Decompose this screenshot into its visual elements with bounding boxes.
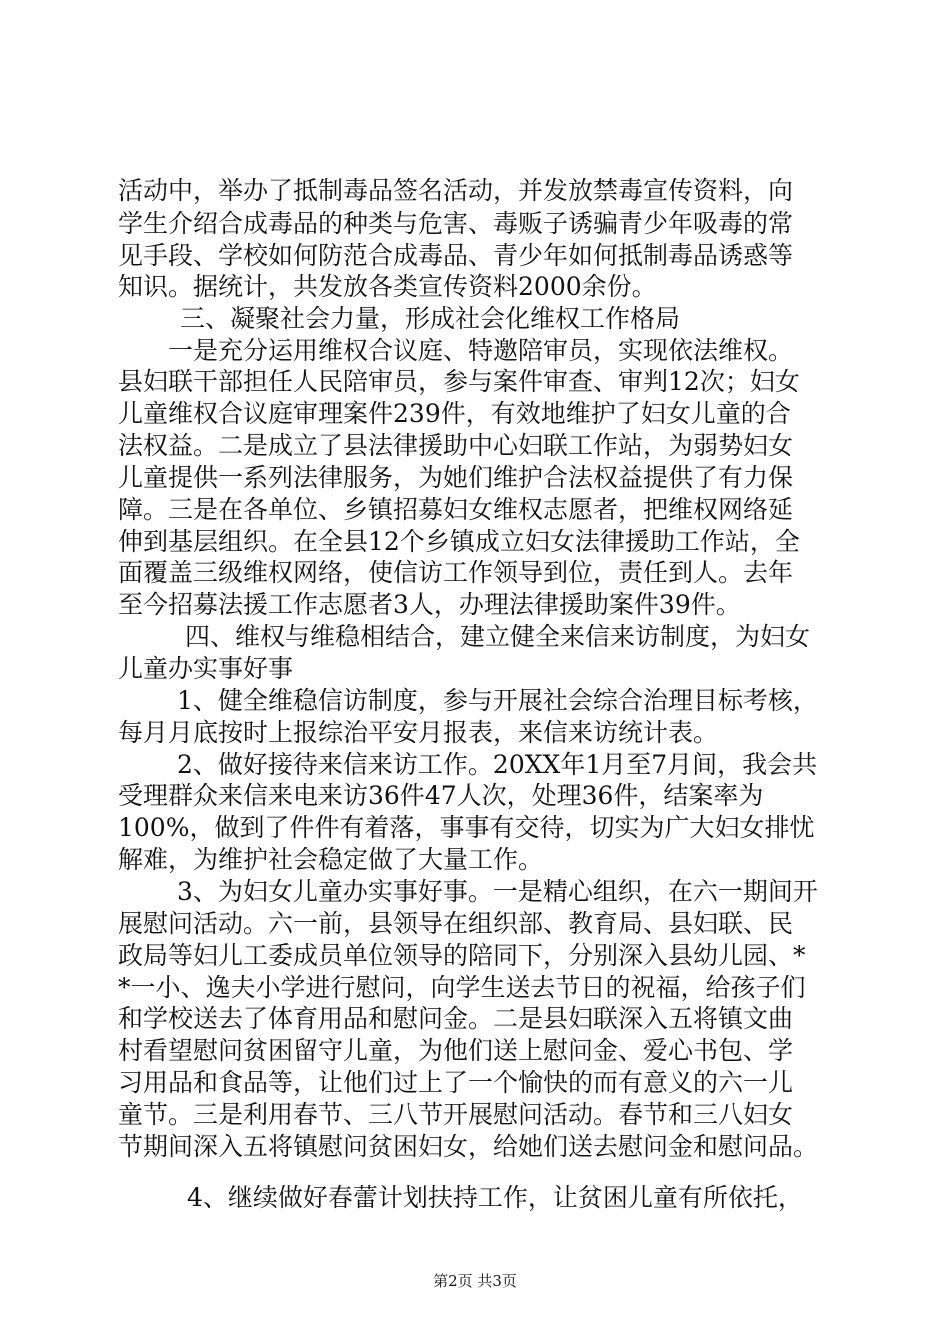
- body-line: 见手段、学校如何防范合成毒品、青少年如何抵制毒品诱惑等: [118, 241, 794, 270]
- body-line: 至今招募法援工作志愿者3人，办理法律援助案件39件。: [118, 590, 741, 619]
- body-line: 1、健全维稳信访制度，参与开展社会综合治理目标考核，: [177, 686, 818, 715]
- body-line: *一小、逸夫小学进行慰问，向学生送去节日的祝福，给孩子们: [118, 973, 806, 1002]
- body-line: 儿童维权合议庭审理案件239件，有效地维护了妇女儿童的合: [118, 399, 791, 428]
- body-line: 伸到基层组织。在全县12个乡镇成立妇女法律援助工作站，全: [118, 527, 800, 556]
- body-line: 童节。三是利用春节、三八节开展慰问活动。春节和三八妇女: [118, 1100, 794, 1129]
- body-line: 政局等妇儿工委成员单位领导的陪同下，分别深入县幼儿园、*: [118, 941, 806, 970]
- body-line: 习用品和食品等，让他们过上了一个愉快的而有意义的六一儿: [118, 1068, 794, 1097]
- body-line: 解难，为维护社会稳定做了大量工作。: [118, 845, 544, 874]
- body-line: 节期间深入五将镇慰问贫困妇女，给她们送去慰问金和慰问品。: [118, 1132, 819, 1161]
- section-heading: 儿童办实事好事: [118, 654, 294, 683]
- body-line: 每月月底按时上报综治平安月报表，来信来访统计表。: [118, 718, 719, 747]
- section-heading: 四、维权与维稳相结合，建立健全来信来访制度，为妇女: [185, 622, 811, 651]
- body-line: 4、继续做好春蕾计划扶持工作，让贫困儿童有所依托，: [187, 1183, 803, 1212]
- body-line: 学生介绍合成毒品的种类与危害、毒贩子诱骗青少年吸毒的常: [118, 209, 794, 238]
- body-line: 儿童提供一系列法律服务，为她们维护合法权益提供了有力保: [118, 463, 794, 492]
- body-line: 和学校送去了体育用品和慰问金。二是县妇联深入五将镇文曲: [118, 1004, 794, 1033]
- body-line: 受理群众来信来电来访36件47人次，处理36件，结案率为: [118, 781, 764, 810]
- body-line: 100%，做到了件件有着落，事事有交待，切实为广大妇女排忧: [118, 813, 815, 842]
- body-line: 活动中，举办了抵制毒品签名活动，并发放禁毒宣传资料，向: [118, 176, 794, 205]
- body-line: 县妇联干部担任人民陪审员，参与案件审查、审判12次；妇女: [118, 367, 800, 396]
- body-line: 障。三是在各单位、乡镇招募妇女维权志愿者，把维权网络延: [118, 495, 794, 524]
- page-number-footer: 第2页 共3页: [433, 1272, 517, 1290]
- section-heading: 三、凝聚社会力量，形成社会化维权工作格局: [180, 304, 681, 333]
- body-line: 知识。据统计，共发放各类宣传资料2000余份。: [118, 272, 657, 301]
- body-line: 2、做好接待来信来访工作。20XX年1月至7月间，我会共: [177, 750, 818, 779]
- body-line: 法权益。二是成立了县法律援助中心妇联工作站，为弱势妇女: [118, 431, 794, 460]
- body-line: 村看望慰问贫困留守儿童，为他们送上慰问金、爱心书包、学: [118, 1036, 794, 1065]
- body-line: 一是充分运用维权合议庭、特邀陪审员，实现依法维权。: [168, 336, 794, 365]
- body-line: 3、为妇女儿童办实事好事。一是精心组织，在六一期间开: [177, 877, 818, 906]
- body-line: 面覆盖三级维权网络，使信访工作领导到位，责任到人。去年: [118, 558, 794, 587]
- body-line: 展慰问活动。六一前，县领导在组织部、教育局、县妇联、民: [118, 909, 794, 938]
